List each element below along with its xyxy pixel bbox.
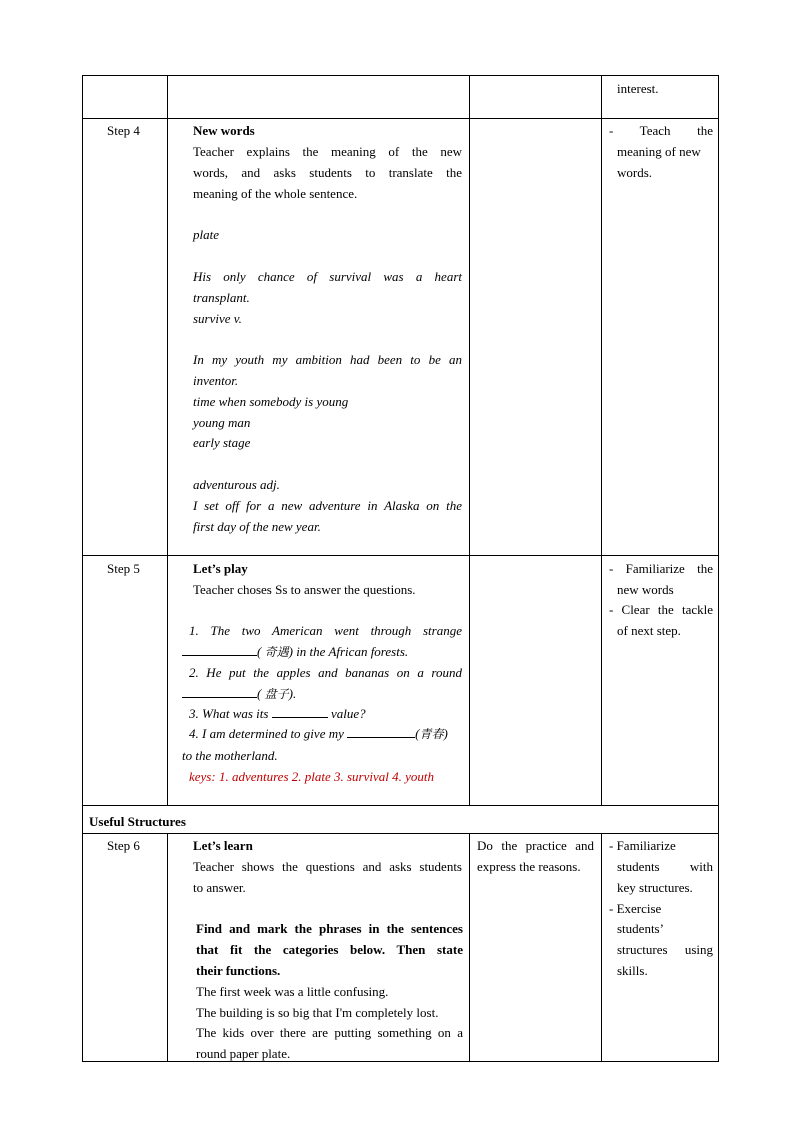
example-sentence: first day of the new year. <box>193 519 321 534</box>
purpose-text: new words <box>617 582 674 597</box>
column-divider <box>167 75 168 806</box>
activity-text: Teacher explains the meaning of the new <box>193 144 462 159</box>
activity-heading: New words <box>193 123 255 138</box>
row-divider <box>82 118 719 119</box>
exercise-question: ( 奇遇) in the African forests. <box>182 642 408 663</box>
activity-text: meaning of the whole sentence. <box>193 186 358 201</box>
definition: young man <box>193 415 251 430</box>
purpose-text: - Teach the <box>609 123 713 138</box>
student-activity: express the reasons. <box>477 859 581 874</box>
activity-text: to answer. <box>193 880 246 895</box>
column-divider <box>469 833 470 1062</box>
task-instruction: that fit the categories below. Then state <box>196 942 463 957</box>
exercise-question: ( 盘子). <box>182 684 296 705</box>
question-tail: ) in the African forests. <box>288 644 409 659</box>
step-label: Step 4 <box>107 123 140 138</box>
answer-blank <box>182 642 257 656</box>
row-divider <box>82 833 719 834</box>
table-top-border <box>82 75 719 76</box>
purpose-text: - Familiarize the <box>609 561 713 576</box>
question-head: 3. What was its <box>189 706 269 721</box>
purpose-text: interest. <box>617 81 659 96</box>
answer-blank <box>347 724 415 738</box>
example-sentence: inventor. <box>193 373 239 388</box>
question-tail: ). <box>288 686 297 701</box>
example-sentence: The first week was a little confusing. <box>196 984 389 999</box>
purpose-text: - Exercise <box>609 901 662 916</box>
exercise-question: 2. He put the apples and bananas on a round <box>189 665 462 680</box>
purpose-text: - Familiarize <box>609 838 676 853</box>
definition: early stage <box>193 435 251 450</box>
purpose-text: students with <box>617 859 713 874</box>
task-instruction: their functions. <box>196 963 281 978</box>
purpose-text: - Clear the tackle <box>609 602 713 617</box>
activity-text: Teacher choses Ss to answer the questions. <box>193 582 416 597</box>
answer-blank <box>182 684 257 698</box>
vocab-word: plate <box>193 227 219 242</box>
student-activity: Do the practice and <box>477 838 594 853</box>
definition: time when somebody is young <box>193 394 349 409</box>
example-sentence: The kids over there are putting something on a <box>196 1025 463 1040</box>
step-label: Step 6 <box>107 838 140 853</box>
section-title: Useful Structures <box>89 814 186 829</box>
activity-heading: Let’s learn <box>193 838 253 853</box>
task-instruction: Find and mark the phrases in the sentences <box>196 921 463 936</box>
activity-text: words, and asks students to translate the <box>193 165 462 180</box>
table-left-border <box>82 75 83 1062</box>
purpose-text: structures using <box>617 942 713 957</box>
purpose-text: words. <box>617 165 653 180</box>
activity-heading: Let’s play <box>193 561 248 576</box>
vocab-word: adventurous adj. <box>193 477 280 492</box>
chinese-hint: 青春 <box>419 727 444 741</box>
exercise-question: 1. The two American went through strange <box>189 623 462 638</box>
column-divider <box>601 75 602 806</box>
answer-blank <box>272 704 328 718</box>
example-sentence: round paper plate. <box>196 1046 291 1061</box>
column-divider <box>167 833 168 1062</box>
example-sentence: The building is so big that I'm completely lost. <box>196 1005 439 1020</box>
chinese-hint: 盘子 <box>264 687 289 701</box>
exercise-question: 4. I am determined to give my (青春) <box>189 726 448 741</box>
table-bottom-border <box>82 1061 719 1062</box>
step-label: Step 5 <box>107 561 140 576</box>
exercise-question <box>189 704 366 725</box>
purpose-text: key structures. <box>617 880 693 895</box>
activity-text: Teacher shows the questions and asks students <box>193 859 462 874</box>
example-sentence: In my youth my ambition had been to be an <box>193 352 462 367</box>
purpose-text: of next step. <box>617 623 681 638</box>
example-sentence: I set off for a new adventure in Alaska on the <box>193 498 462 513</box>
example-sentence: His only chance of survival was a heart <box>193 269 462 284</box>
purpose-text: skills. <box>617 963 648 978</box>
example-sentence: transplant. <box>193 290 250 305</box>
column-divider <box>469 75 470 806</box>
column-divider <box>601 833 602 1062</box>
question-head: 4. I am determined to give my <box>189 726 344 741</box>
exercise-question: to the motherland. <box>182 748 278 763</box>
row-divider <box>82 805 719 806</box>
purpose-text: meaning of new <box>617 144 701 159</box>
table-right-border <box>718 75 719 1062</box>
row-divider <box>82 555 719 556</box>
purpose-text: students’ <box>617 921 664 936</box>
chinese-hint: 奇遇 <box>264 645 289 659</box>
question-tail: value? <box>330 706 366 721</box>
answer-keys: keys: 1. adventures 2. plate 3. survival 4. youth <box>189 769 435 784</box>
vocab-word: survive v. <box>193 311 242 326</box>
